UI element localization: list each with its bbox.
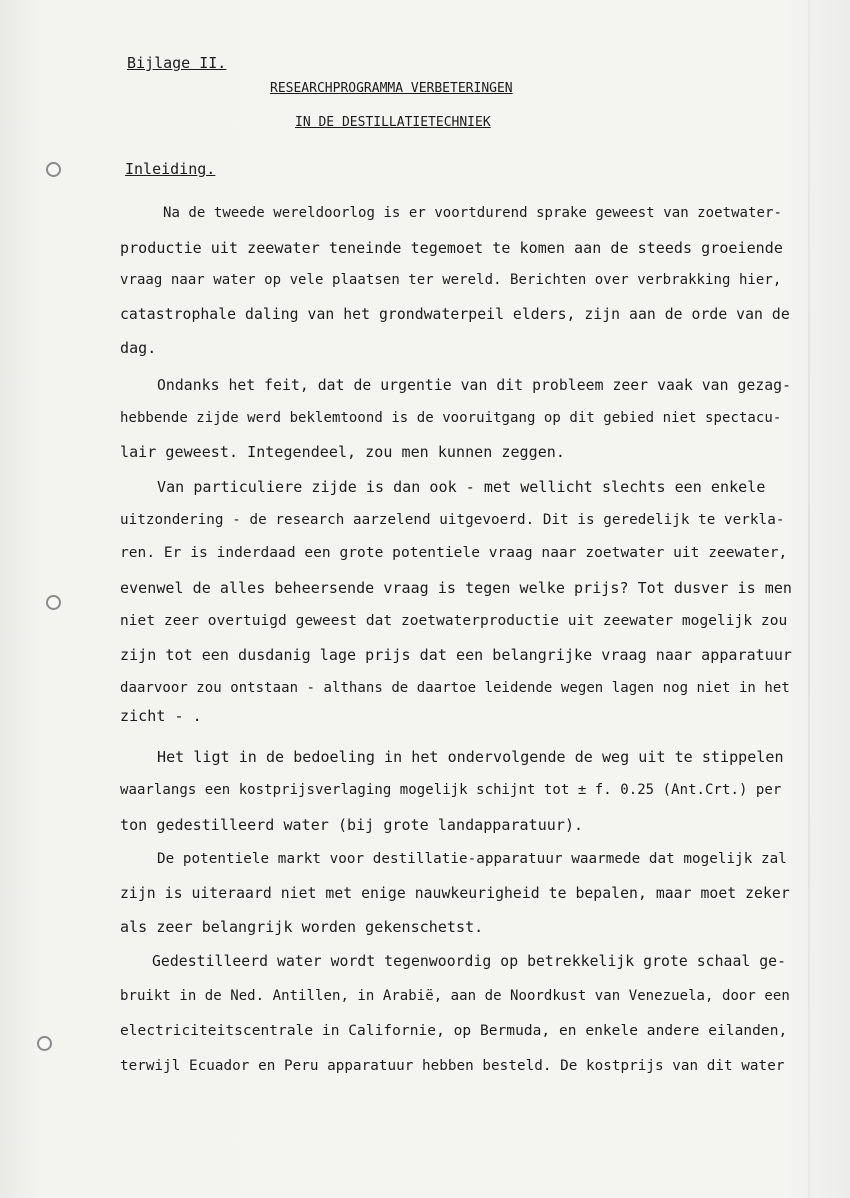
punch-hole-top bbox=[46, 162, 61, 177]
text-line: als zeer belangrijk worden gekenschetst. bbox=[120, 918, 484, 936]
punch-hole-bottom bbox=[37, 1036, 52, 1051]
text-line: vraag naar water op vele plaatsen ter wereld. Berichten over verbrakking hier, bbox=[120, 272, 782, 288]
paper-fold bbox=[808, 0, 810, 1198]
text-line: zijn is uiteraard niet met enige nauwkeurigheid te bepalen, maar moet zeker bbox=[120, 885, 790, 902]
text-line: terwijl Ecuador en Peru apparatuur hebben besteld. De kostprijs van dit water bbox=[120, 1058, 785, 1074]
text-line: zijn tot een dusdanig lage prijs dat een belangrijke vraag naar apparatuur bbox=[120, 646, 792, 664]
text-line: productie uit zeewater teneinde tegemoet te komen aan de steeds groeiende bbox=[120, 239, 783, 257]
text-line: ren. Er is inderdaad een grote potentiele vraag naar zoetwater uit zeewater, bbox=[120, 545, 788, 561]
text-line: uitzondering - de research aarzelend uitgevoerd. Dit is geredelijk te verkla- bbox=[120, 512, 785, 528]
text-line: dag. bbox=[120, 339, 157, 357]
text-line: electriciteitscentrale in Californie, op Bermuda, en enkele andere eilanden, bbox=[120, 1023, 788, 1039]
text-line: waarlangs een kostprijsverlaging mogelijk schijnt tot ± f. 0.25 (Ant.Crt.) per bbox=[120, 782, 782, 798]
annex-label: Bijlage II. bbox=[127, 54, 227, 72]
text-line: zicht - . bbox=[120, 707, 202, 725]
text-line: De potentiele markt voor destillatie-apparatuur waarmede dat mogelijk zal bbox=[157, 851, 787, 867]
text-line: ton gedestilleerd water (bij grote landapparatuur). bbox=[120, 816, 584, 834]
text-line: catastrophale daling van het grondwaterpeil elders, zijn aan de orde van de bbox=[120, 306, 790, 323]
punch-hole-middle bbox=[46, 595, 61, 610]
text-line: evenwel de alles beheersende vraag is tegen welke prijs? Tot dusver is men bbox=[120, 579, 792, 597]
text-line: niet zeer overtuigd geweest dat zoetwaterproductie uit zeewater mogelijk zou bbox=[120, 613, 788, 629]
text-line: Na de tweede wereldoorlog is er voortdurend sprake geweest van zoetwater- bbox=[163, 205, 782, 221]
text-line: Van particuliere zijde is dan ook - met wellicht slechts een enkele bbox=[157, 478, 766, 496]
document-title-line-1: RESEARCHPROGRAMMA VERBETERINGEN bbox=[270, 81, 513, 96]
text-line: Het ligt in de bedoeling in het ondervolgende de weg uit te stippelen bbox=[157, 748, 784, 766]
section-heading: Inleiding. bbox=[125, 160, 216, 178]
text-line: Gedestilleerd water wordt tegenwoordig op betrekkelijk grote schaal ge- bbox=[152, 953, 787, 970]
text-line: bruikt in de Ned. Antillen, in Arabië, aan de Noordkust van Venezuela, door een bbox=[120, 988, 790, 1004]
text-line: lair geweest. Integendeel, zou men kunnen zeggen. bbox=[120, 443, 565, 461]
document-title-line-2: IN DE DESTILLATIETECHNIEK bbox=[295, 115, 491, 130]
text-line: daarvoor zou ontstaan - althans de daartoe leidende wegen lagen nog niet in het bbox=[120, 680, 790, 696]
text-line: Ondanks het feit, dat de urgentie van dit probleem zeer vaak van gezag- bbox=[157, 377, 792, 394]
text-line: hebbende zijde werd beklemtoond is de vooruitgang op dit gebied niet spectacu- bbox=[120, 410, 782, 426]
